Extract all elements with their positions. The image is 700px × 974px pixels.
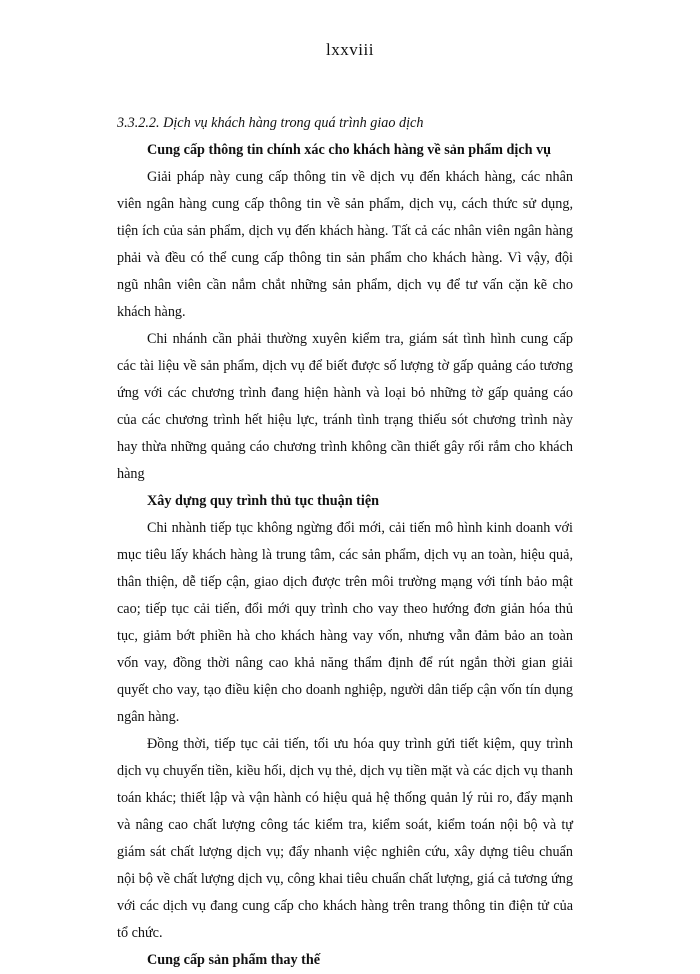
paragraph-information-solution: Giải pháp này cung cấp thông tin về dịch vụ đến khách hàng, các nhân viên ngân hàng cung cấp thông tin về sản phẩm, dịch vụ, cách thức sử dụng, tiện ích của sản phẩm, dịch vụ đến khách hàng. Tất cả các nhân viên ngân hàng phải và đều có thể cung cấp thông tin sản phẩm cho khách hàng. Vì vậy, đội ngũ nhân viên cần nắm chắt những sản phẩm, dịch vụ để tư vấn cặn kẽ cho khách hàng.	[117, 169, 573, 320]
page-content	[117, 110, 573, 974]
paragraph-branch-inspection: Chi nhánh cần phải thường xuyên kiểm tra, giám sát tình hình cung cấp các tài liệu về sản phẩm, dịch vụ để biết được số lượng tờ gấp quảng cáo tương ứng với các chương trình đang hiện hành và loại bỏ những tờ gấp quảng cáo của các chương trình hết hiệu lực, tránh tình trạng thiếu sót chương trình này hay thừa những quảng cáo chương trình không cần thiết gây rối rắm cho khách hàng	[117, 331, 573, 482]
section-heading: 3.3.2.2. Dịch vụ khách hàng trong quá trình giao dịch	[117, 115, 424, 131]
subheading-substitute-products: Cung cấp sản phẩm thay thế	[147, 952, 321, 968]
paragraph-process-optimization: Đồng thời, tiếp tục cải tiến, tối ưu hóa quy trình gửi tiết kiệm, quy trình dịch vụ chuyển tiền, kiều hối, dịch vụ thẻ, dịch vụ tiền mặt và các dịch vụ thanh toán khác; thiết lập và vận hành có hiệu quả hệ thống quản lý rủi ro, đẩy mạnh và nâng cao chất lượng công tác kiểm tra, kiểm soát, kiểm toán nội bộ và tự giám sát chất lượng dịch vụ; đẩy nhanh việc nghiên cứu, xây dựng tiêu chuẩn nội bộ về chất lượng dịch vụ, công khai tiêu chuẩn chất lượng, giá cả tương ứng với các dịch vụ đang cung cấp cho khách hàng trên trang thông tin điện tử của tổ chức.	[117, 736, 573, 941]
paragraph-business-model-innovation: Chi nhành tiếp tục không ngừng đổi mới, cải tiến mô hình kinh doanh với mục tiêu lấy khách hàng là trung tâm, các sản phẩm, dịch vụ an toàn, hiệu quả, thân thiện, dễ tiếp cận, giao dịch được trên môi trường mạng với tính bảo mật cao; tiếp tục cải tiến, đổi mới quy trình cho vay theo hướng đơn giản hóa thủ tục, giảm bớt phiền hà cho khách hàng vay vốn, nhưng vẫn đảm bảo an toàn vốn vay, đồng thời nâng cao khả năng thẩm định để rút ngắn thời gian giải quyết cho vay, tạo điều kiện cho doanh nghiệp, người dân tiếp cận vốn tín dụng ngân hàng.	[117, 520, 573, 725]
subheading-convenient-procedures: Xây dựng quy trình thủ tục thuận tiện	[147, 493, 380, 509]
subheading-accurate-information: Cung cấp thông tin chính xác cho khách hàng về sản phẩm dịch vụ	[147, 142, 552, 158]
page-number: lxxviii	[326, 40, 374, 59]
